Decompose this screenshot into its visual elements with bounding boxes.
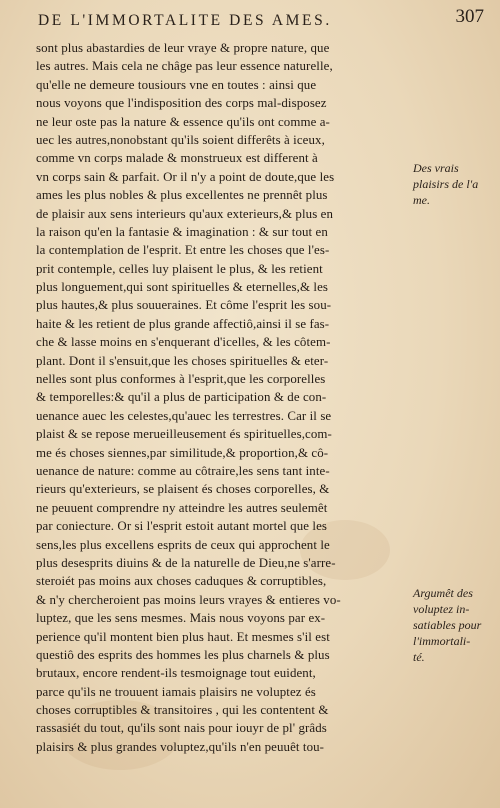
text-line: plant. Dont il s'ensuit,que les choses spirituelles & eter- <box>36 353 329 368</box>
page-number: 307 <box>455 6 484 27</box>
text-line: comme vn corps malade & monstrueux est different à <box>36 151 318 166</box>
margin-note-line: Argumêt des <box>413 586 473 600</box>
text-line: nelles sont plus conformes à l'esprit,que les corporelles <box>36 372 326 387</box>
page-header <box>38 4 488 38</box>
text-line: plus longuement,qui sont spirituelles & eternelles,& les <box>36 280 329 295</box>
text-line: vn corps sain & parfait. Or il n'y a point de doute,que les <box>36 169 335 184</box>
text-line: la contemplation de l'esprit. Et entre les choses que l'es- <box>36 243 330 258</box>
margin-note-line: satiables pour <box>413 618 482 632</box>
margin-note-line: Des vrais <box>413 161 459 175</box>
text-line: plus desesprits diuins & de la naturelle de Dieu,ne s'arre- <box>36 555 336 570</box>
text-line: & temporelles:& qu'il a plus de participation & de con- <box>36 390 327 405</box>
text-line: uenance de nature: comme au côtraire,les sens tant inte- <box>36 463 330 478</box>
text-line: rieurs qu'exterieurs, se plaisent és choses corporelles, & <box>36 482 330 497</box>
body-text <box>36 39 410 756</box>
text-line: steroiét pas moins aux choses caduques & corruptibles, <box>36 574 327 589</box>
margin-note-argument-voluptez <box>413 585 481 665</box>
text-line: parce qu'ils ne trouuent iamais plaisirs ne voluptez és <box>36 684 316 699</box>
text-line: ne peuuent comprendre ny atteindre les autres seulemêt <box>36 500 328 515</box>
margin-note-vrais-plaisirs <box>413 160 478 208</box>
text-line: sont plus abastardies de leur vraye & propre nature, que <box>36 41 330 55</box>
text-line: haite & les retient de plus grande affectiô,ainsi il se fas- <box>36 316 330 331</box>
margin-note-line: plaisirs de l'a <box>413 177 479 191</box>
margin-note-line: té. <box>413 650 425 664</box>
running-title: DE L'IMMORTALITE DES AMES. <box>38 12 332 29</box>
text-line: rassasiét du tout, qu'ils sont nais pour iouyr de pl' grâds <box>36 721 327 736</box>
text-line: prit contemple, celles luy plaisent le plus, & les retient <box>36 261 323 276</box>
text-line: nous voyons que l'indisposition des corps mal-disposez <box>36 96 327 111</box>
text-line: uenance auec les celestes,qu'auec les terrestres. Car il se <box>36 408 332 423</box>
text-line: questiô des esprits des hommes les plus charnels & plus <box>36 647 330 662</box>
text-line: de plaisir aux sens interieurs qu'aux exterieurs,& plus en <box>36 206 334 221</box>
margin-note-line: voluptez in- <box>413 602 470 616</box>
text-line: ne leur oste pas la nature & essence qu'ils ont comme a- <box>36 114 330 129</box>
text-line: les autres. Mais cela ne châge pas leur essence naturelle, <box>36 59 333 74</box>
margin-note-line: l'immortali- <box>413 634 471 648</box>
text-line: uec les autres,nonobstant qu'ils soient differêts à iceux, <box>36 132 325 147</box>
text-line: la raison qu'en la fantasie & imagination : & sur tout en <box>36 224 328 239</box>
text-line: brutaux, encore rendent-ils tesmoignage tout euident, <box>36 666 316 681</box>
text-line: me és choses siennes,par similitude,& proportion,& cô- <box>36 445 329 460</box>
text-line: par coniecture. Or si l'esprit estoit autant mortel que les <box>36 519 328 534</box>
text-line: plaisirs & plus grandes voluptez,qu'ils n'en peuuêt tou- <box>36 739 325 754</box>
text-line: plaist & se repose merueilleusement és spirituelles,com- <box>36 427 332 442</box>
text-line: plus hautes,& plus souueraines. Et côme l'esprit les sou- <box>36 298 332 313</box>
text-line: sens,les plus excellens esprits de ceux qui approchent le <box>36 537 330 552</box>
text-line: che & lasse moins en s'enquerant d'icelles, & les côtem- <box>36 335 331 350</box>
text-line: perience qu'il montent bien plus haut. Et mesmes s'il est <box>36 629 330 644</box>
text-line: & n'y chercheroient pas moins leurs vrayes & entieres vo- <box>36 592 341 607</box>
text-line: ames les plus nobles & plus excellentes ne prennêt plus <box>36 188 328 203</box>
text-line: choses corruptibles & transitoires , qui les contentent & <box>36 703 329 718</box>
margin-note-line: me. <box>413 193 430 207</box>
text-line: qu'elle ne demeure tousiours vne en toutes : ainsi que <box>36 77 317 92</box>
text-line: luptez, que les sens mesmes. Mais nous voyons par ex- <box>36 611 326 626</box>
